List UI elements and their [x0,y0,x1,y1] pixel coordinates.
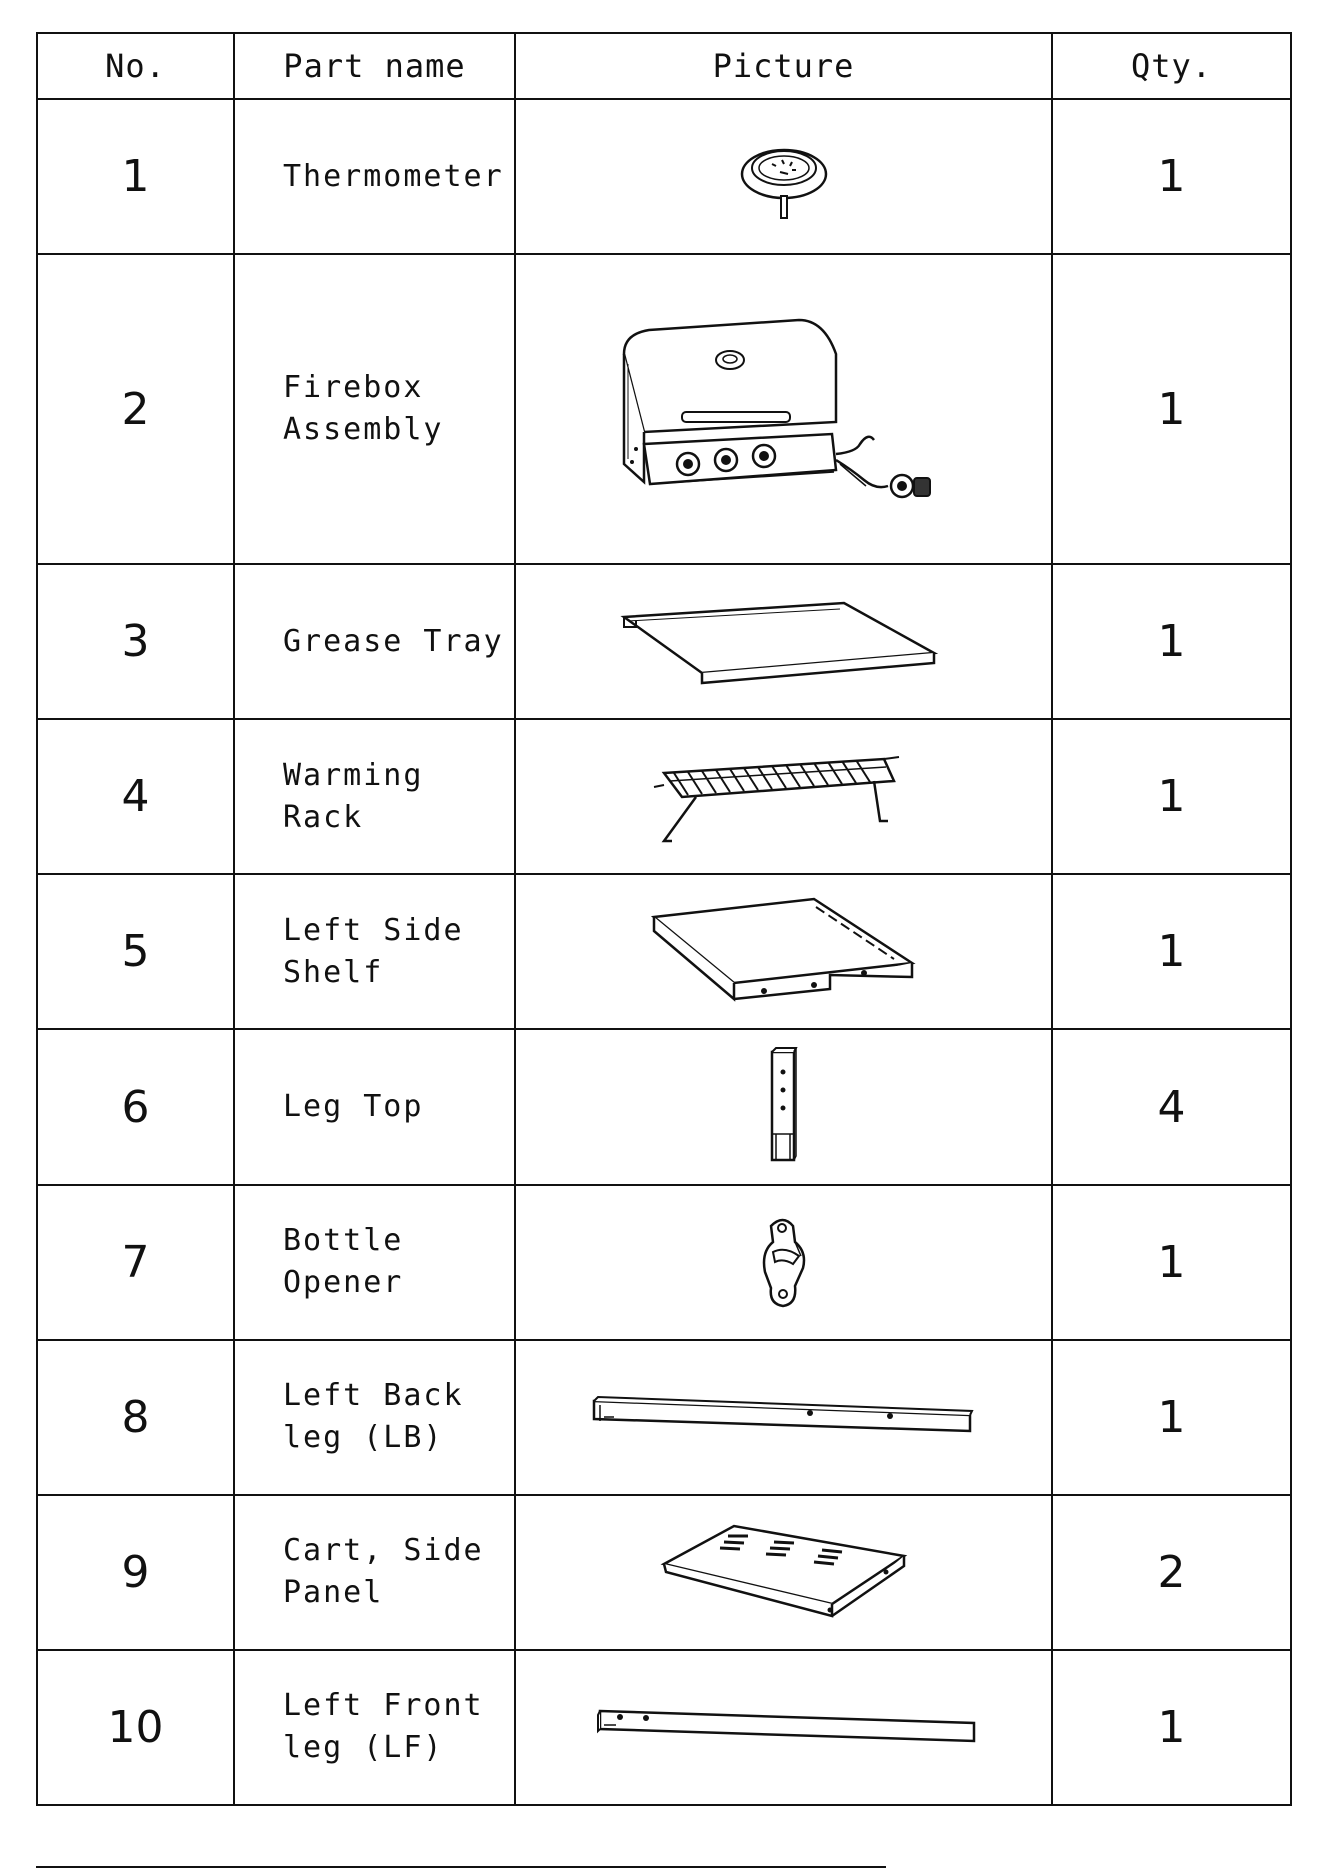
part-name-line: Warming Rack [283,757,424,835]
table-row [37,1495,1291,1650]
part-number: 7 [37,1185,234,1340]
part-picture [515,719,1052,874]
part-qty: 1 [1052,254,1291,564]
left-side-shelf-icon [634,887,934,1017]
part-picture [515,1650,1052,1805]
part-name-line: Thermometer [283,158,504,194]
header-qty: Qty. [1052,33,1291,99]
table-row [37,719,1291,874]
cart-side-panel-icon [654,1512,914,1632]
table-row [37,874,1291,1029]
part-number: 3 [37,564,234,719]
table-row [37,1340,1291,1495]
part-name-line: Leg Top [283,1089,424,1125]
part-qty: 2 [1052,1495,1291,1650]
part-name-line: Grease Tray [283,623,504,659]
header-part-name: Part name [234,33,515,99]
part-qty: 1 [1052,719,1291,874]
part-picture [515,874,1052,1029]
part-qty: 1 [1052,564,1291,719]
part-number: 8 [37,1340,234,1495]
part-number: 10 [37,1650,234,1805]
parts-list-table [36,32,1292,1806]
part-picture [515,1029,1052,1184]
part-name [234,564,515,719]
part-name-line: Left Side [283,912,464,948]
left-front-leg-icon [584,1697,984,1757]
part-picture [515,564,1052,719]
header-no: No. [37,33,234,99]
leg-top-icon [754,1042,814,1172]
part-name-line: Bottle [283,1223,404,1259]
part-picture [515,99,1052,254]
bottle-opener-icon [749,1212,819,1312]
part-qty: 1 [1052,1185,1291,1340]
part-name [234,1495,515,1650]
part-qty: 4 [1052,1029,1291,1184]
header-picture: Picture [515,33,1052,99]
part-name [234,719,515,874]
part-qty: 1 [1052,1650,1291,1805]
table-row [37,99,1291,254]
part-name [234,1185,515,1340]
part-number: 4 [37,719,234,874]
part-number: 9 [37,1495,234,1650]
part-name-line: leg (LF) [283,1730,444,1766]
part-name-line: Left Front [283,1688,484,1724]
table-row [37,1650,1291,1805]
grease-tray-icon [614,587,954,697]
part-picture [515,254,1052,564]
firebox-assembly-icon [584,294,984,524]
part-name-line: Opener [283,1265,404,1301]
footer-divider [36,1866,886,1868]
part-name [234,1340,515,1495]
part-name [234,254,515,564]
part-number: 6 [37,1029,234,1184]
part-number: 2 [37,254,234,564]
part-name [234,874,515,1029]
thermometer-icon [724,132,844,222]
table-row [37,1029,1291,1184]
table-row [37,1185,1291,1340]
part-name-line: leg (LB) [283,1420,444,1456]
part-name-line: Firebox [283,370,424,406]
part-qty: 1 [1052,1340,1291,1495]
part-name-line: Left Back [283,1378,464,1414]
part-number: 5 [37,874,234,1029]
left-back-leg-icon [584,1387,984,1447]
part-picture [515,1340,1052,1495]
part-name [234,99,515,254]
part-number: 1 [37,99,234,254]
part-picture [515,1185,1052,1340]
part-name-line: Panel [283,1575,384,1611]
table-row [37,254,1291,564]
part-name [234,1029,515,1184]
part-name-line: Assembly [283,412,444,448]
table-row [37,564,1291,719]
part-qty: 1 [1052,874,1291,1029]
part-name-line: Cart, Side [283,1533,484,1569]
part-name-line: Shelf [283,954,384,990]
warming-rack-icon [644,737,924,857]
part-name [234,1650,515,1805]
header-row [37,33,1291,99]
part-picture [515,1495,1052,1650]
part-qty: 1 [1052,99,1291,254]
